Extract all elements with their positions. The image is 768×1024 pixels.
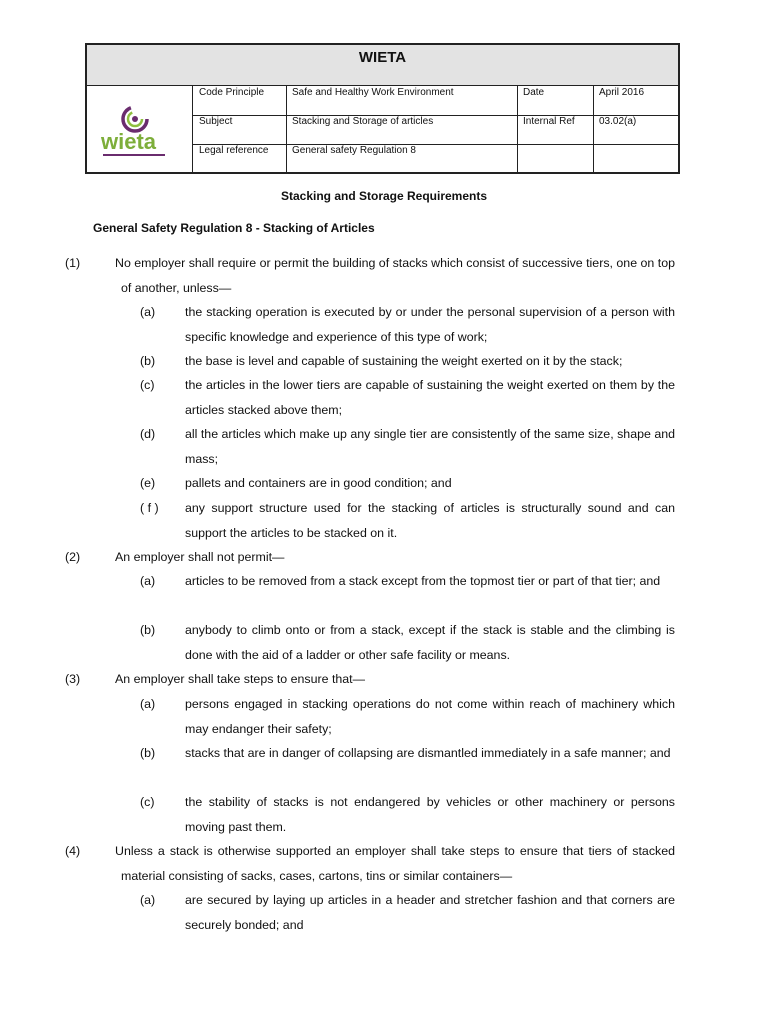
list-item: (b) stacks that are in danger of collapsing are dismantled immediately in a safe manner; and [140, 746, 671, 760]
paragraph-3: (3) An employer shall take steps to ensure that— [65, 672, 366, 686]
legal-reference-label: Legal reference [199, 145, 269, 156]
list-item: (b) the base is level and capable of sustaining the weight exerted on it by the stack; [140, 354, 623, 368]
date-label: Date [523, 87, 545, 98]
paragraph-4: (4) Unless a stack is otherwise supported an employer shall take steps to ensure that tiers of stacked material consisting of sacks, cases, cartons, tins or similar containers— [65, 844, 675, 883]
code-principle-value: Safe and Healthy Work Environment [292, 87, 454, 98]
list-item: (d) all the articles which make up any single tier are consistently of the same size, shape and mass; [140, 427, 675, 466]
list-item: (a) are secured by laying up articles in a header and stretcher fashion and that corners are securely bonded; and [140, 893, 675, 932]
paragraph-number: (1) [65, 256, 81, 270]
subject-value: Stacking and Storage of articles [292, 116, 434, 127]
wieta-logo [99, 97, 179, 167]
paragraph-2: (2) An employer shall not permit— [65, 550, 285, 564]
document-header-table [85, 43, 680, 174]
list-item: (c) the stability of stacks is not endangered by vehicles or other machinery or persons moving past them. [140, 795, 675, 834]
internal-ref-value: 03.02(a) [599, 116, 637, 127]
date-value: April 2016 [599, 87, 645, 98]
svg-text:wieta: wieta [101, 129, 157, 154]
list-item: ( f ) any support structure used for the stacking of articles is structurally sound and can support the articles to be stacked on it. [140, 501, 675, 540]
document-heading: Stacking and Storage Requirements [280, 189, 488, 203]
legal-reference-value: General safety Regulation 8 [292, 145, 416, 156]
list-item: (a) the stacking operation is executed by or under the personal supervision of a person with specific knowledge and experience of this type of work; [140, 305, 675, 344]
logo-cell [87, 85, 193, 172]
regulation-subheading: General Safety Regulation 8 - Stacking of Articles [93, 221, 375, 235]
list-item: (e) pallets and containers are in good condition; and [140, 476, 452, 490]
header-grid [193, 85, 678, 172]
list-item: (b) anybody to climb onto or from a stack, except if the stack is stable and the climbing is done with the aid of a ladder or other safe facility or means. [140, 623, 675, 662]
header-title: WIETA [87, 45, 678, 86]
list-item: (a) articles to be removed from a stack except from the topmost tier or part of that tier; and [140, 574, 661, 588]
list-item: (c) the articles in the lower tiers are capable of sustaining the weight exerted on them by the articles stacked above them; [140, 378, 675, 417]
paragraph-1 [65, 251, 675, 300]
list-item: (a) persons engaged in stacking operations do not come within reach of machinery which may endanger their safety; [140, 697, 675, 736]
paragraph-text: No employer shall require or permit the building of stacks which consist of successive tiers, one on top of another, unless— [115, 256, 675, 295]
code-principle-label: Code Principle [199, 87, 265, 98]
subject-label: Subject [199, 116, 233, 127]
internal-ref-label: Internal Ref [523, 116, 575, 127]
